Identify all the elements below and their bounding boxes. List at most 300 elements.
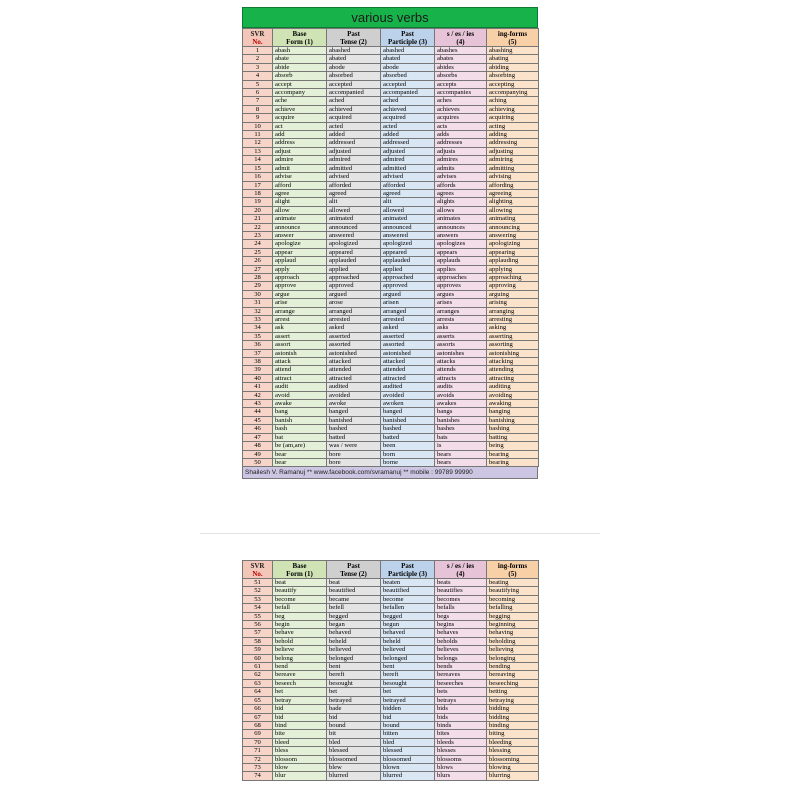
verb-form-cell: bidding [487,705,539,713]
verb-form-cell: bashes [435,425,487,433]
verb-form-cell: animated [327,215,381,223]
header-text: Form (1) [286,569,313,578]
verb-form-cell: arise [273,299,327,307]
verb-form-cell: add [273,131,327,139]
header-text: Base [292,29,307,38]
verb-form-cell: abated [327,55,381,63]
table-row [243,383,539,391]
header-base-form [273,561,327,579]
verb-form-cell: accepted [381,80,435,88]
verb-form-cell: adjusts [435,147,487,155]
table-row [243,131,539,139]
verb-form-cell: acted [381,122,435,130]
verb-form-cell: becomes [435,595,487,603]
verb-form-cell: bat [273,433,327,441]
verb-form-cell: behaves [435,629,487,637]
verb-form-cell: been [381,442,435,450]
row-number-cell: 13 [243,147,273,155]
table-row [243,408,539,416]
verb-form-cell: admiring [487,156,539,164]
verb-form-cell: beginning [487,621,539,629]
verb-form-cell: arises [435,299,487,307]
verb-form-cell: was / were [327,442,381,450]
table-row [243,139,539,147]
verb-form-cell: answered [327,231,381,239]
table-row [243,290,539,298]
table-row [243,198,539,206]
sheet-footer: Shailesh V. Ramanuj ** www.facebook.com/svramanuj ** mobile : 99789 99990 [242,467,538,479]
verb-form-cell: admitting [487,164,539,172]
row-number-cell: 22 [243,223,273,231]
header-s-es-ies [435,29,487,47]
verb-form-cell: bid [273,705,327,713]
table-row [243,646,539,654]
verb-form-cell: bereft [381,671,435,679]
verb-form-cell: behaved [381,629,435,637]
verb-form-cell: appeared [381,248,435,256]
verb-form-cell: answered [381,231,435,239]
verb-form-cell: arrange [273,307,327,315]
verb-form-cell: apply [273,265,327,273]
table-row [243,696,539,704]
verb-form-cell: blossoming [487,755,539,763]
table-row [243,189,539,197]
verb-form-cell: banishing [487,416,539,424]
row-number-cell: 20 [243,206,273,214]
verb-form-cell: bite [273,730,327,738]
row-number-cell: 4 [243,72,273,80]
verb-form-cell: became [327,595,381,603]
verb-form-cell: arrests [435,316,487,324]
verb-form-cell: beautifies [435,587,487,595]
header-s-es-ies [435,561,487,579]
verb-form-cell: approached [327,273,381,281]
verb-form-cell: agreed [381,189,435,197]
verb-form-cell: bled [381,738,435,746]
verb-form-cell: astonished [327,349,381,357]
verb-form-cell: arranges [435,307,487,315]
header-past-participle [381,561,435,579]
verb-form-cell: abating [487,55,539,63]
verb-form-cell: avoided [327,391,381,399]
verb-form-cell: acquired [381,114,435,122]
row-number-cell: 37 [243,349,273,357]
verb-form-cell: bore [327,458,381,466]
table-row [243,299,539,307]
verb-form-cell: batting [487,433,539,441]
verb-form-cell: agreeing [487,189,539,197]
header-base-form [273,29,327,47]
verb-form-cell: bereft [327,671,381,679]
verb-form-cell: attend [273,366,327,374]
verb-form-cell: acquires [435,114,487,122]
verb-form-cell: act [273,122,327,130]
verb-form-cell: achieves [435,105,487,113]
table-row [243,358,539,366]
verb-form-cell: announced [327,223,381,231]
verb-form-cell: banged [327,408,381,416]
verb-form-cell: belonged [381,654,435,662]
verb-form-cell: bore [327,450,381,458]
verb-form-cell: approached [381,273,435,281]
verb-form-cell: absorbed [327,72,381,80]
verb-form-cell: bats [435,433,487,441]
table-row [243,366,539,374]
verb-form-cell: begin [273,621,327,629]
verb-form-cell: addressing [487,139,539,147]
verb-form-cell: allowed [381,206,435,214]
verb-form-cell: accompanied [381,89,435,97]
verb-form-cell: auditing [487,383,539,391]
verb-form-cell: aches [435,97,487,105]
table-row [243,755,539,763]
verb-form-cell: abated [381,55,435,63]
verb-form-cell: arisen [381,299,435,307]
table-row [243,747,539,755]
header-text: Tense (2) [340,569,367,578]
verb-form-cell: awaking [487,400,539,408]
verb-form-cell: begins [435,621,487,629]
verb-form-cell: abates [435,55,487,63]
verb-form-cell: avoided [381,391,435,399]
verb-form-cell: awake [273,400,327,408]
verb-form-cell: beautify [273,587,327,595]
verb-form-cell: agreed [327,189,381,197]
verb-form-cell: abiding [487,63,539,71]
row-number-cell: 68 [243,721,273,729]
row-number-cell: 24 [243,240,273,248]
table-row [243,595,539,603]
verb-form-cell: avoid [273,391,327,399]
verb-form-cell: beats [435,579,487,587]
header-no-label: No. [252,37,263,46]
verb-form-cell: arranged [381,307,435,315]
table-row [243,80,539,88]
verb-form-cell: ache [273,97,327,105]
row-number-cell: 47 [243,433,273,441]
row-number-cell: 2 [243,55,273,63]
row-number-cell: 62 [243,671,273,679]
verb-form-cell: befall [273,604,327,612]
verb-form-cell: bangs [435,408,487,416]
verb-form-cell: applaud [273,257,327,265]
row-number-cell: 32 [243,307,273,315]
verb-form-cell: afforded [381,181,435,189]
verb-form-cell: animating [487,215,539,223]
row-number-cell: 52 [243,587,273,595]
header-svr-label: SVR [250,561,265,570]
table-row [243,122,539,130]
row-number-cell: 46 [243,425,273,433]
row-number-cell: 50 [243,458,273,466]
verb-form-cell: audits [435,383,487,391]
verb-form-cell: bereave [273,671,327,679]
row-number-cell: 49 [243,450,273,458]
header-no-label: No. [252,569,263,578]
verb-form-cell: afforded [327,181,381,189]
row-number-cell: 9 [243,114,273,122]
header-text: Past [347,29,360,38]
verb-form-cell: blew [327,763,381,771]
table-row [243,273,539,281]
verb-form-cell: addressed [327,139,381,147]
verb-form-cell: argue [273,290,327,298]
verb-form-cell: beseeches [435,679,487,687]
verb-form-cell: achieved [381,105,435,113]
verb-form-cell: argued [327,290,381,298]
row-number-cell: 61 [243,663,273,671]
verb-form-cell: adjust [273,147,327,155]
verb-form-cell: admit [273,164,327,172]
verb-form-cell: attracted [327,374,381,382]
verb-form-cell: become [381,595,435,603]
row-number-cell: 71 [243,747,273,755]
verb-form-cell: begs [435,612,487,620]
verb-form-cell: asserted [327,332,381,340]
verb-form-cell: believes [435,646,487,654]
table-row [243,89,539,97]
verb-table-1 [242,28,539,467]
verb-form-cell: astonish [273,349,327,357]
row-number-cell: 26 [243,257,273,265]
row-number-cell: 43 [243,400,273,408]
table-row [243,265,539,273]
verb-form-cell: binding [487,721,539,729]
verb-form-cell: arrest [273,316,327,324]
verb-form-cell: abode [327,63,381,71]
verb-form-cell: bless [273,747,327,755]
header-ing-forms [487,561,539,579]
table-row [243,433,539,441]
verb-form-cell: blurred [327,772,381,780]
verb-form-cell: advising [487,173,539,181]
verb-form-cell: believed [381,646,435,654]
row-number-cell: 7 [243,97,273,105]
verb-form-cell: beat [273,579,327,587]
verb-form-cell: bound [327,721,381,729]
row-number-cell: 15 [243,164,273,172]
verb-form-cell: approaching [487,273,539,281]
verb-form-cell: begun [381,621,435,629]
table-row [243,114,539,122]
header-text: Tense (2) [340,37,367,46]
verb-form-cell: binds [435,721,487,729]
verb-form-cell: bashed [327,425,381,433]
verb-form-cell: affording [487,181,539,189]
verb-form-cell: approach [273,273,327,281]
verb-form-cell: audited [381,383,435,391]
verb-form-cell: attacks [435,358,487,366]
verb-form-cell: announced [381,223,435,231]
verb-form-cell: admired [327,156,381,164]
verb-form-cell: astonished [381,349,435,357]
verb-sheet-1 [242,7,538,479]
table-row [243,671,539,679]
table-row [243,164,539,172]
verb-form-cell: audited [327,383,381,391]
verb-form-cell: beheld [327,637,381,645]
page-divider [200,533,600,534]
header-text: Form (1) [286,37,313,46]
row-number-cell: 38 [243,358,273,366]
verb-form-cell: allow [273,206,327,214]
row-number-cell: 3 [243,63,273,71]
verb-form-cell: abashed [381,47,435,55]
verb-form-cell: attacked [327,358,381,366]
verb-form-cell: accompanying [487,89,539,97]
verb-form-cell: addresses [435,139,487,147]
verb-form-cell: betting [487,688,539,696]
header-text: (4) [456,569,465,578]
verb-form-cell: assorted [381,341,435,349]
row-number-cell: 69 [243,730,273,738]
verb-form-cell: attending [487,366,539,374]
verb-form-cell: acted [327,122,381,130]
verb-form-cell: belongs [435,654,487,662]
verb-form-cell: bashing [487,425,539,433]
verb-form-cell: blows [435,763,487,771]
verb-form-cell: attended [327,366,381,374]
row-number-cell: 51 [243,579,273,587]
verb-form-cell: added [381,131,435,139]
header-past-tense [327,561,381,579]
header-text: (5) [508,569,517,578]
verb-form-cell: blur [273,772,327,780]
verb-table-body-2 [243,579,539,781]
row-number-cell: 6 [243,89,273,97]
verb-form-cell: approve [273,282,327,290]
table-row [243,425,539,433]
verb-table-2 [242,560,539,781]
verb-form-cell: attract [273,374,327,382]
verb-form-cell: admits [435,164,487,172]
verb-form-cell: allows [435,206,487,214]
verb-form-cell: agree [273,189,327,197]
verb-form-cell: affords [435,181,487,189]
verb-form-cell: bending [487,663,539,671]
verb-form-cell: besought [327,679,381,687]
verb-form-cell: ached [327,97,381,105]
table-row [243,349,539,357]
row-number-cell: 17 [243,181,273,189]
table-row [243,705,539,713]
table-row [243,391,539,399]
verb-form-cell: asking [487,324,539,332]
verb-form-cell: be (am,are) [273,442,327,450]
row-number-cell: 60 [243,654,273,662]
verb-form-cell: applauded [381,257,435,265]
verb-form-cell: bidding [487,713,539,721]
table-row [243,147,539,155]
verb-form-cell: bang [273,408,327,416]
verb-form-cell: allowed [327,206,381,214]
verb-form-cell: beseech [273,679,327,687]
verb-form-cell: allowing [487,206,539,214]
row-number-cell: 66 [243,705,273,713]
verb-form-cell: appearing [487,248,539,256]
verb-form-cell: assorted [327,341,381,349]
verb-form-cell: beautified [381,587,435,595]
table-row [243,713,539,721]
verb-form-cell: attends [435,366,487,374]
verb-form-cell: advises [435,173,487,181]
row-number-cell: 73 [243,763,273,771]
verb-form-cell: advised [381,173,435,181]
verb-form-cell: beautifying [487,587,539,595]
verb-form-cell: ask [273,324,327,332]
table-row [243,240,539,248]
header-text: Participle (3) [387,569,428,578]
row-number-cell: 72 [243,755,273,763]
verb-form-cell: bashed [381,425,435,433]
verb-form-cell: asked [327,324,381,332]
table-row [243,772,539,780]
verb-form-cell: befalling [487,604,539,612]
verb-form-cell: bearing [487,458,539,466]
row-number-cell: 41 [243,383,273,391]
verb-form-cell: argued [381,290,435,298]
verb-form-cell: bent [327,663,381,671]
header-text: Participle (3) [387,37,428,46]
verb-form-cell: believed [327,646,381,654]
verb-form-cell: becoming [487,595,539,603]
verb-form-cell: attended [381,366,435,374]
verb-form-cell: attacked [381,358,435,366]
row-number-cell: 74 [243,772,273,780]
verb-form-cell: behaving [487,629,539,637]
verb-form-cell: answering [487,231,539,239]
row-number-cell: 16 [243,173,273,181]
verb-form-cell: abashing [487,47,539,55]
verb-form-cell: applauds [435,257,487,265]
verb-form-cell: blessed [381,747,435,755]
verb-form-cell: adjusting [487,147,539,155]
verb-form-cell: bear [273,450,327,458]
verb-form-cell: asserts [435,332,487,340]
header-text: Past [401,29,414,38]
verb-form-cell: bet [327,688,381,696]
header-text: ing-forms [497,29,528,38]
verb-form-cell: accompanies [435,89,487,97]
row-number-cell: 18 [243,189,273,197]
table-row [243,587,539,595]
row-number-cell: 44 [243,408,273,416]
verb-form-cell: arrested [381,316,435,324]
verb-form-cell: absorb [273,72,327,80]
verb-form-cell: approved [327,282,381,290]
verb-form-cell: bleed [273,738,327,746]
table-row [243,282,539,290]
verb-form-cell: attacking [487,358,539,366]
verb-form-cell: bitten [381,730,435,738]
row-number-cell: 59 [243,646,273,654]
verb-form-cell: bid [273,713,327,721]
verb-form-cell: besought [381,679,435,687]
verb-form-cell: apologized [327,240,381,248]
verb-form-cell: arresting [487,316,539,324]
verb-form-cell: bend [273,663,327,671]
row-number-cell: 34 [243,324,273,332]
row-number-cell: 40 [243,374,273,382]
verb-form-cell: approves [435,282,487,290]
verb-form-cell: beat [327,579,381,587]
verb-form-cell: alit [381,198,435,206]
verb-form-cell: blessed [327,747,381,755]
verb-form-cell: appeared [327,248,381,256]
verb-form-cell: beholding [487,637,539,645]
verb-form-cell: attracted [381,374,435,382]
verb-form-cell: apologizing [487,240,539,248]
